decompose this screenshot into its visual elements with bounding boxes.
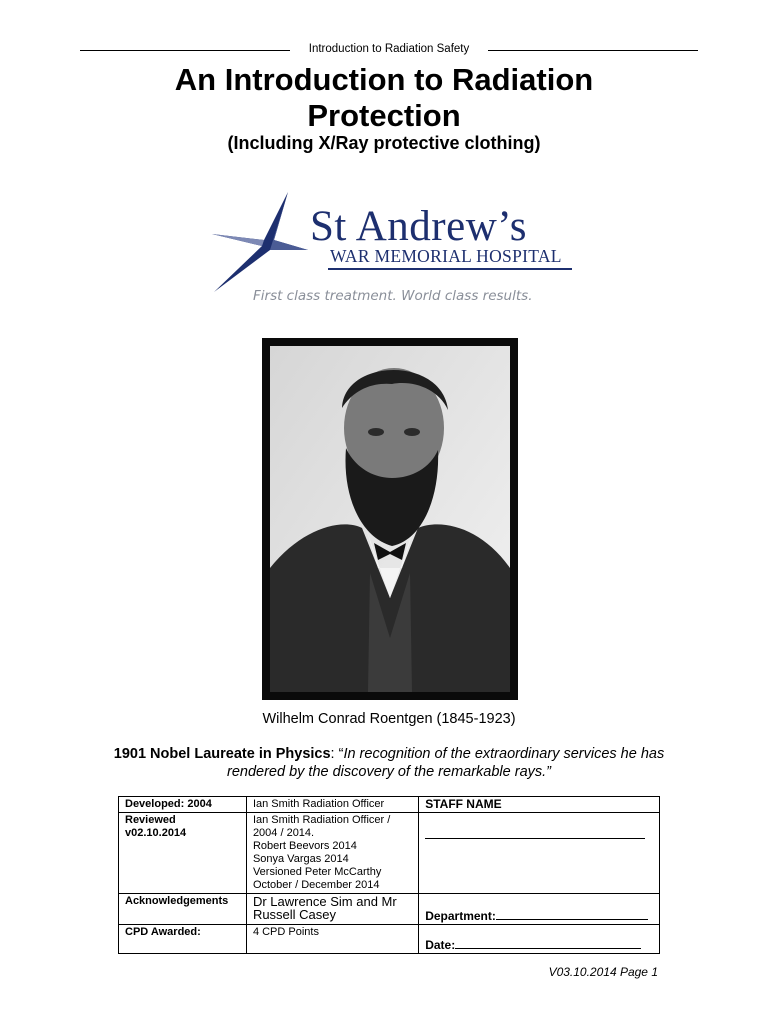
document-info-table (118, 796, 660, 954)
reviewed-value (246, 813, 418, 894)
running-title: Introduction to Radiation Safety (308, 43, 470, 55)
title-line-1: An Introduction to Radiation (174, 62, 594, 97)
department-blank[interactable] (496, 909, 648, 920)
date-label: Date: (425, 938, 456, 952)
quote-separator: : “ (330, 746, 344, 762)
table-row (119, 894, 660, 925)
hospital-subname: WAR MEMORIAL HOSPITAL (330, 246, 562, 266)
reviewed-line: Robert Beevors 2014 (252, 840, 357, 852)
reviewed-line: Ian Smith Radiation Officer / (252, 814, 391, 826)
reviewed-label-line: Reviewed (125, 814, 176, 826)
running-header (80, 44, 698, 56)
table-row (119, 813, 660, 894)
reviewed-line: Versioned Peter McCarthy (252, 866, 382, 878)
reviewed-line: October / December 2014 (252, 879, 380, 891)
developed-label: Developed: 2004 (119, 797, 247, 813)
document-title (0, 62, 768, 134)
developed-value: Ian Smith Radiation Officer (246, 797, 418, 813)
acknowledgements-label: Acknowledgements (119, 894, 247, 925)
department-field[interactable] (419, 894, 660, 925)
reviewed-line: 2004 / 2014. (252, 827, 315, 839)
acknowledgements-value (246, 894, 418, 925)
nobel-quote (90, 745, 688, 781)
hospital-tagline: First class treatment. World class results. (253, 288, 533, 304)
logo-rule (328, 268, 572, 270)
table-row (119, 797, 660, 813)
cpd-label: CPD Awarded: (119, 925, 247, 954)
reviewed-line: Sonya Vargas 2014 (252, 853, 349, 865)
quote-suffix: ” (546, 764, 551, 780)
page-footer: V03.10.2014 Page 1 (548, 965, 658, 979)
reviewed-label (119, 813, 247, 894)
star-emblem-icon (206, 188, 316, 298)
roentgen-portrait (262, 338, 518, 700)
hospital-logo (206, 188, 578, 312)
hospital-name: St Andrew’s (310, 203, 527, 250)
department-label: Department: (425, 909, 496, 923)
title-line-2: Protection (307, 98, 461, 133)
cpd-value: 4 CPD Points (246, 925, 418, 954)
staff-name-label: STAFF NAME (419, 797, 660, 813)
quote-text: In recognition of the extraordinary services he has rendered by the discovery of the remarkable rays. (227, 746, 665, 780)
date-field[interactable] (419, 925, 660, 954)
portrait-caption: Wilhelm Conrad Roentgen (1845-1923) (262, 711, 516, 727)
reviewed-version: v02.10.2014 (125, 827, 187, 839)
quote-prefix: 1901 Nobel Laureate in Physics (113, 746, 331, 762)
staff-name-field[interactable] (419, 813, 660, 894)
header-rule-right (488, 50, 698, 51)
document-subtitle: (Including X/Ray protective clothing) (227, 133, 541, 153)
table-row (119, 925, 660, 954)
acknowledgements-line: Russell Casey (252, 907, 337, 922)
acknowledgements-line: Dr Lawrence Sim and Mr (252, 894, 397, 909)
date-blank[interactable] (455, 938, 641, 949)
staff-name-blank[interactable] (425, 828, 645, 839)
